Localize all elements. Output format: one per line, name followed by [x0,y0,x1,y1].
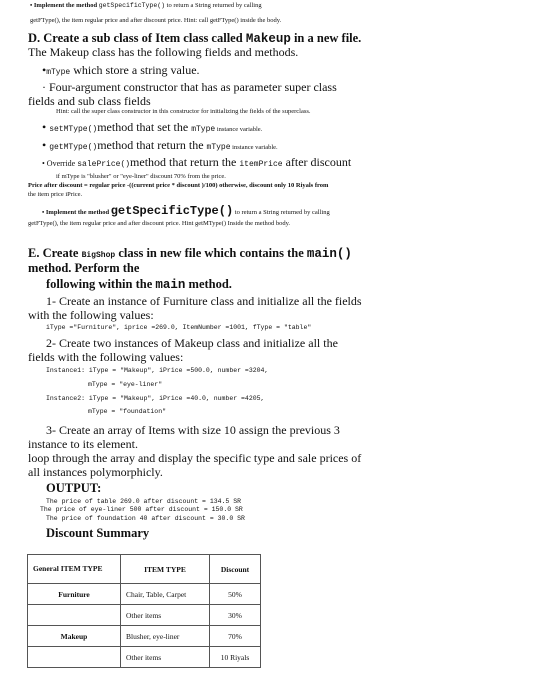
constructor-line-2: fields and sub class fields [28,94,151,108]
table-cell [28,647,121,668]
step-1-values: iType ="Furniture", iprice =269.0, ItemNumber =1001, fType = "table" [46,324,312,331]
top-bullet-line-2: getFType(), the item regular price and after discount price. Hint: call getFType() inside the body. [30,17,282,24]
table-header-cell: General ITEM TYPE [28,555,121,584]
discount-rule-3: the item price iPrice. [28,191,83,198]
instance-1-line-2: mType = "eye-liner" [88,381,163,388]
discount-summary-title: Discount Summary [46,526,150,540]
constructor-hint: Hint: call the super class constructor in this constructor for initializing the fields of the superclass. [56,108,311,115]
table-cell: Other items [121,605,210,626]
loop-line-2: all instances polymorphicly. [28,465,163,479]
get-mtype-bullet: • getMType()method that return the mType instance variable. [42,138,278,152]
override-saleprice-bullet: • Override salePrice()method that return the itemPrice after discount [42,155,352,169]
table-row [28,605,261,626]
discount-rule-2: Price after discount = regular price -((current price * discount )/100) otherwise, discount only 10 Riyals from [28,182,329,189]
step-2-line-2: fields with the following values: [28,350,184,364]
table-row [28,626,261,647]
implement-method-line-1: • Implement the method getSpecificType() to return a String returned by calling [42,204,330,218]
instance-2-line-2: mType = "foundation" [88,408,167,415]
step-1-line-2: with the following values: [28,308,154,322]
discount-rule-1: if mType is "blusher" or "eye-liner" discount 70% from the price. [56,173,226,180]
table-header-cell: ITEM TYPE [121,555,210,584]
table-header-cell: Discount [210,555,261,584]
instance-1-line-1: Instance1: iType = "Makeup", iPrice =500.0, number =3204, [46,367,269,374]
step-3-line-2: instance to its element. [28,437,138,451]
table-cell: 70% [210,626,261,647]
table-header-row [28,555,261,584]
table-cell: 50% [210,584,261,605]
table-row [28,647,261,668]
implement-method-line-2: getFType(), the item regular price and after discount price. Hint getMType() Inside the method body. [28,220,291,227]
set-mtype-bullet: • setMType()method that set the mType instance variable. [42,120,263,134]
table-cell: 10 Riyals [210,647,261,668]
step-2-line-1: 2- Create two instances of Makeup class and initialize all the [46,336,338,350]
discount-summary-table [27,554,261,668]
table-cell [28,605,121,626]
section-d-intro: The Makeup class has the following fields and methods. [28,45,299,59]
top-bullet-line-1: • Implement the method getSpecificType() to return a String returned by calling [30,2,262,9]
section-e-heading-line-2: method. Perform the [28,261,140,275]
step-1-line-1: 1- Create an instance of Furniture class and initialize all the fields [46,294,362,308]
instance-2-line-1: Instance2: iType = "Makeup", iPrice =40.0, number =4205, [46,395,265,402]
table-cell: Furniture [28,584,121,605]
loop-line-1: loop through the array and display the specific type and sale prices of [28,451,362,465]
section-e-heading-line-3: following within the main method. [46,277,232,292]
section-d-heading: D. Create a sub class of Item class called Makeup in a new file. [28,31,362,46]
table-cell: Other items [121,647,210,668]
output-line-3: The price of foundation 40 after discount = 30.0 SR [46,515,245,522]
table-cell: Makeup [28,626,121,647]
output-line-1: The price of table 269.0 after discount = 134.5 SR [46,498,242,505]
table-cell: Blusher, eye-liner [121,626,210,647]
section-e-heading: E. Create BigShop class in new file which contains the main() [28,246,352,261]
table-cell: 30% [210,605,261,626]
table-row [28,584,261,605]
table-cell: Chair, Table, Carpet [121,584,210,605]
field-bullet: •mType which store a string value. [42,63,200,77]
output-line-2: The price of eye-liner 500 after discount = 150.0 SR [40,506,243,513]
step-3-line-1: 3- Create an array of Items with size 10 assign the previous 3 [46,423,340,437]
output-label: OUTPUT: [46,481,102,495]
constructor-line-1: · Four-argument constructor that has as parameter super class [42,80,337,94]
